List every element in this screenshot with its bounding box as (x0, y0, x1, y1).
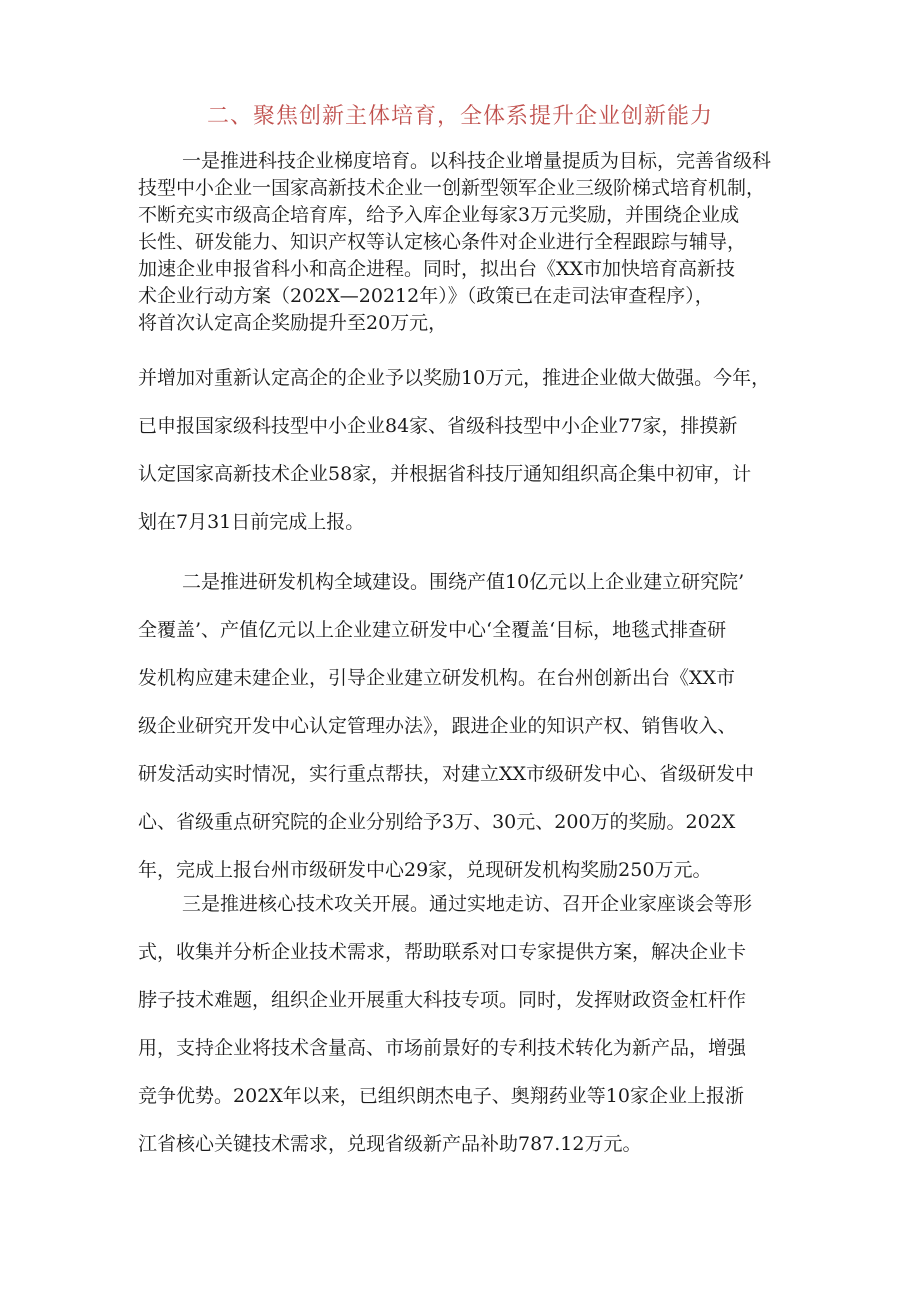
paragraph-line: 加速企业申报省科小和高企进程。同时，拟出台《XX市加快培育高新技 (138, 258, 736, 280)
paragraph-line: 年，完成上报台州市级研发中心29家，兑现研发机构奖励250万元。 (138, 859, 712, 881)
paragraph-1 (138, 148, 788, 337)
paragraph-line: 式，收集并分析企业技术需求，帮助联系对口专家提供方案，解决企业卡 (138, 941, 747, 963)
paragraph-line: 并增加对重新认定高企的企业予以奖励10万元，推进企业做大做强。今年， (138, 367, 771, 389)
paragraph-line: 发机构应建未建企业，引导企业建立研发机构。在台州创新出台《XX市 (138, 667, 736, 689)
paragraph-line: 竞争优势。202X年以来，已组织朗杰电子、奥翔药业等10家企业上报浙 (138, 1085, 744, 1107)
paragraph-line: 二是推进研发机构全域建设。围绕产值10亿元以上企业建立研究院’ (182, 571, 745, 593)
paragraph-line: 全覆盖’、产值亿元以上企业建立研发中心‘全覆盖‘目标，地毯式排查研 (138, 619, 727, 641)
paragraph-line: 认定国家高新技术企业58家，并根据省科技厅通知组织高企集中初审，计 (138, 463, 752, 485)
paragraph-line: 将首次认定高企奖励提升至20万元， (138, 312, 448, 334)
paragraph-2 (138, 558, 788, 894)
section-heading: 二、聚焦创新主体培育，全体系提升企业创新能力 (206, 104, 713, 129)
paragraph-3 (138, 880, 788, 1168)
paragraph-line: 已申报国家级科技型中小企业84家、省级科技型中小企业77家，排摸新 (138, 415, 738, 437)
paragraph-line: 长性、研发能力、知识产权等认定核心条件对企业进行全程跟踪与辅导， (138, 231, 747, 253)
paragraph-line: 划在7月31日前完成上报。 (138, 511, 365, 533)
paragraph-line: 脖子技术难题，组织企业开展重大科技专项。同时，发挥财政资金杠杆作 (138, 989, 747, 1011)
paragraph-line: 技型中小企业一国家高新技术企业一创新型领军企业三级阶梯式培育机制， (138, 177, 766, 199)
paragraph-line: 一是推进科技企业梯度培育。以科技企业增量提质为目标，完善省级科 (182, 150, 772, 172)
paragraph-line: 级企业研究开发中心认定管理办法》，跟进企业的知识产权、销售收入、 (138, 715, 737, 737)
paragraph-line: 江省核心关键技术需求，兑现省级新产品补助787.12万元。 (138, 1133, 642, 1155)
paragraph-line: 研发活动实时情况，实行重点帮扶，对建立XX市级研发中心、省级研发中 (138, 763, 755, 785)
paragraph-line: 心、省级重点研究院的企业分别给予3万、30元、200万的奖励。202X (138, 811, 736, 833)
paragraph-line: 不断充实市级高企培育库，给予入库企业每家3万元奖励，并围绕企业成 (138, 204, 740, 226)
paragraph-line: 术企业行动方案（202X—20212年）》（政策已在走司法审查程序）， (138, 285, 714, 307)
paragraph-line: 三是推进核心技术攻关开展。通过实地走访、召开企业家座谈会等形 (182, 893, 753, 915)
paragraph-1-continued (138, 354, 788, 546)
paragraph-line: 用，支持企业将技术含量高、市场前景好的专利技术转化为新产品，增强 (138, 1037, 747, 1059)
